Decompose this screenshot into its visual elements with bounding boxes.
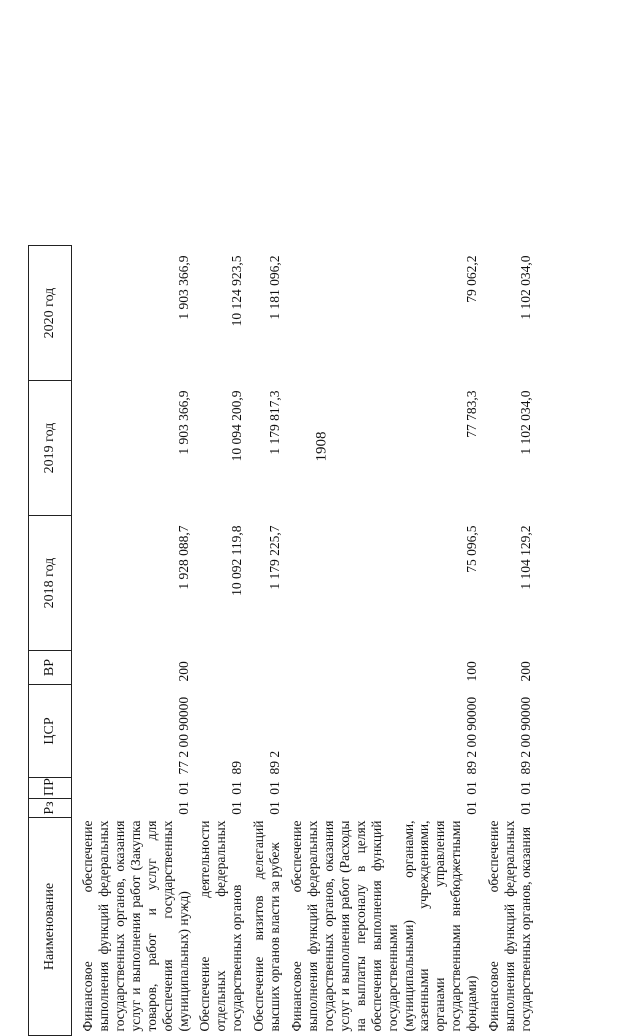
row-vr (249, 651, 287, 685)
header-pr: ПР (29, 778, 72, 799)
table-row (249, 246, 287, 1036)
row-2018: 1 179 225,7 (267, 525, 283, 590)
row-csr: 89 2 00 90000 (517, 696, 533, 775)
row-name: Финансовое обеспечение выполнения функций федеральных государственных органов, оказания услуг и выполнения работ (Закупка товаров, работ и услуг для обеспечения государственных (муниципальных) нужд) (80, 820, 191, 1032)
row-name: Финансовое обеспечение выполнения функций федеральных государственных органов, оказания услуг и выполнения работ (Расходы на выплаты персоналу в целях обеспечения выполнения функций государственными (муниципальными) органами, казенными учреждениями, органами управления государственными внебюджетными фондами) (289, 820, 480, 1032)
row-2020: 79 062,2 (464, 255, 480, 303)
header-vr: ВР (29, 651, 72, 685)
header-csr: ЦСР (29, 685, 72, 778)
header-2018: 2018 год (29, 516, 72, 651)
row-2019: 1 102 034,0 (517, 390, 533, 455)
row-2019: 1 179 817,3 (267, 390, 283, 455)
table-row (195, 246, 249, 1036)
row-2018: 10 092 119,8 (229, 525, 245, 596)
row-2019: 10 094 200,9 (229, 390, 245, 462)
row-name: Финансовое обеспечение выполнения функций федеральных государственных органов, оказания (486, 820, 533, 1032)
budget-table (28, 245, 538, 1036)
row-2018: 1 104 129,2 (517, 525, 533, 590)
row-2020: 10 124 923,5 (229, 255, 245, 327)
row-2018: 75 096,5 (464, 525, 480, 573)
row-pr: 01 (464, 781, 480, 795)
row-rz: 01 (464, 801, 480, 815)
header-2020: 2020 год (29, 246, 72, 381)
row-2019: 77 783,3 (464, 390, 480, 438)
row-pr: 01 (175, 781, 191, 795)
table-row (484, 246, 538, 1036)
table-row (78, 246, 195, 1036)
row-2020: 1 102 034,0 (517, 255, 533, 320)
row-pr: 01 (267, 781, 283, 795)
row-pr: 01 (517, 781, 533, 795)
row-rz: 01 (175, 801, 191, 815)
table-row (287, 246, 484, 1036)
row-2020: 1 903 366,9 (175, 255, 191, 320)
row-csr: 77 2 00 90000 (175, 696, 191, 775)
header-rz: Рз (29, 799, 72, 818)
row-name: Обеспечение визитов делегаций высших органов власти за рубеж (251, 820, 283, 1032)
rotated-page-content (28, 246, 533, 1036)
row-vr: 200 (517, 661, 533, 682)
header-name: Наименование (29, 818, 72, 1036)
row-pr: 01 (229, 781, 245, 795)
header-2019: 2019 год (29, 381, 72, 516)
row-vr (195, 651, 249, 685)
row-rz: 01 (517, 801, 533, 815)
row-rz: 01 (267, 801, 283, 815)
row-rz: 01 (229, 801, 245, 815)
row-csr: 89 (229, 761, 245, 775)
row-name: Обеспечение деятельности отдельных федеральных государственных органов (197, 820, 245, 1032)
row-2018: 1 928 088,7 (175, 525, 191, 590)
page-number: 1908 (313, 431, 330, 462)
row-csr: 89 2 (267, 750, 283, 775)
row-2019: 1 903 366,9 (175, 390, 191, 455)
row-csr: 89 2 00 90000 (464, 696, 480, 775)
row-vr: 200 (175, 661, 191, 682)
table-header-row (29, 246, 72, 1036)
row-vr: 100 (464, 661, 480, 682)
row-2020: 1 181 096,2 (267, 255, 283, 320)
